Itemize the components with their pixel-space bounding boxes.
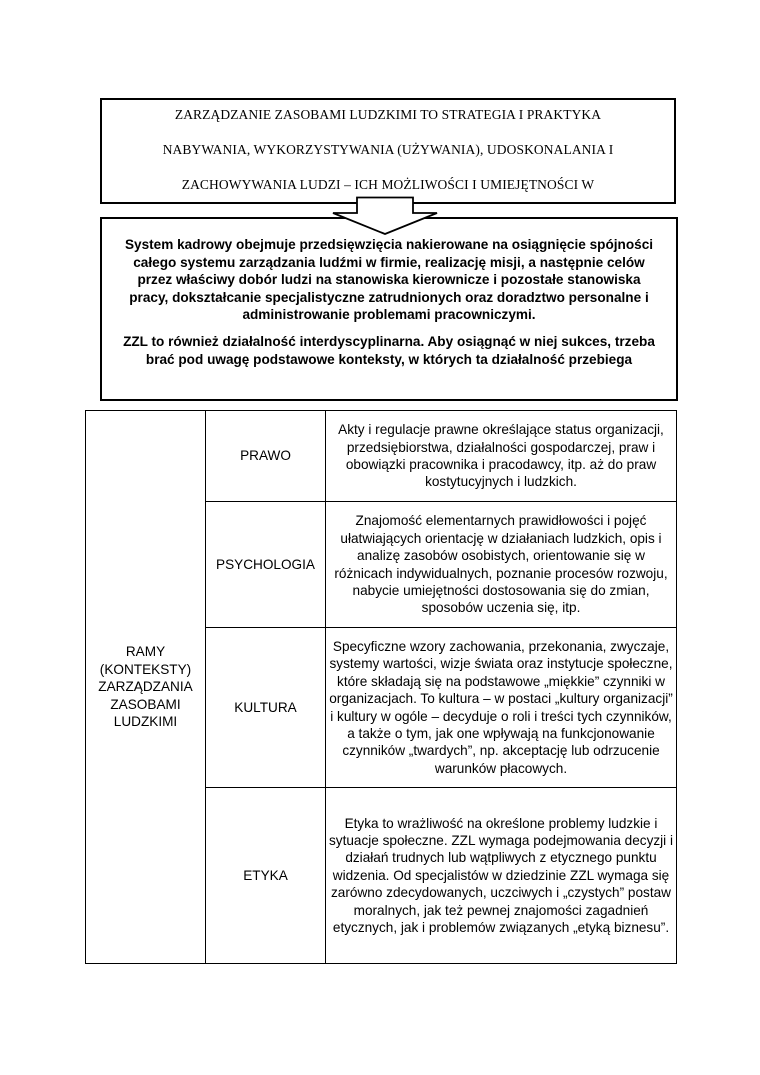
table-side-label: RAMY (KONTEKSTY) ZARZĄDZANIA ZASOBAMI LUDZKIMI (86, 411, 206, 964)
summary-paragraph-2: ZZL to również działalność interdyscyplinarna. Aby osiągnąć w niej sukces, trzeba brać pod uwagę podstawowe konteksty, w których ta działalność przebiega (123, 333, 655, 367)
row-name-psychologia: PSYCHOLOGIA (206, 502, 326, 628)
contexts-table (85, 410, 677, 964)
down-arrow-icon (330, 196, 440, 236)
summary-paragraph-1: System kadrowy obejmuje przedsięwzięcia nakierowane na osiągnięcie spójności całego systemu zarządzania ludźmi w firmie, realizację misji, a następnie celów przez właściwy dobór ludzi na stanowiska kierownicze i pozostałe stanowiska pracy, dokształcanie specjalistyczne zatrudnionych oraz doradztwo personalne i administrowanie problemami pracowniczymi. (124, 237, 654, 323)
header-line-2: NABYWANIA, WYKORZYSTYWANIA (UŻYWANIA), UDOSKONALANIA I (162, 142, 614, 157)
row-name-etyka: ETYKA (206, 788, 326, 964)
row-description-prawo: Akty i regulacje prawne określające status organizacji, przedsiębiorstwa, działalności gospodarczej, praw i obowiązki pracownika i pracodawcy, itp. aż do praw kostytucyjnych i ludzkich. (326, 411, 677, 502)
summary-box (100, 217, 678, 401)
header-line-1: ZARZĄDZANIE ZASOBAMI LUDZKIMI TO STRATEGIA I PRAKTYKA (174, 107, 602, 122)
header-line-3: ZACHOWYWANIA LUDZI – ICH MOŻLIWOŚCI I UMIEJĘTNOŚCI W (181, 177, 595, 192)
row-name-kultura: KULTURA (206, 628, 326, 788)
row-name-prawo: PRAWO (206, 411, 326, 502)
row-description-kultura: Specyficzne wzory zachowania, przekonania, zwyczaje, systemy wartości, wizje świata oraz instytucje społeczne, które składają się na podstawowe „miękkie” czynniki w organizacjach. To kultura – w postaci „kultury organizacji” i kultury w ogóle – decyduje o roli i treści tych czynników, a także o tym, jak one wpływają na funkcjonowanie czynników „twardych”, np. akceptację lub odrzucenie warunków płacowych. (326, 628, 677, 788)
table-row (86, 411, 677, 502)
row-description-etyka: Etyka to wrażliwość na określone problemy ludzkie i sytuacje społeczne. ZZL wymaga podejmowania decyzji i działań trudnych lub wątpliwych z etycznego punktu widzenia. Od specjalistów w dziedzinie ZZL wymaga się zarówno zdecydowanych, uczciwych i „czystych” postaw moralnych, jak też pewnej znajomości zagadnień etycznych, jak i problemów związanych „etyką biznesu”. (326, 788, 677, 964)
header-box (100, 98, 676, 204)
row-description-psychologia: Znajomość elementarnych prawidłowości i pojęć ułatwiających orientację w działaniach ludzkich, opis i analizę zasobów osobistych, orientowanie się w różnicach indywidualnych, poznanie procesów rozwoju, nabycie umiejętności dostosowania się do zmian, sposobów uczenia się, itp. (326, 502, 677, 628)
